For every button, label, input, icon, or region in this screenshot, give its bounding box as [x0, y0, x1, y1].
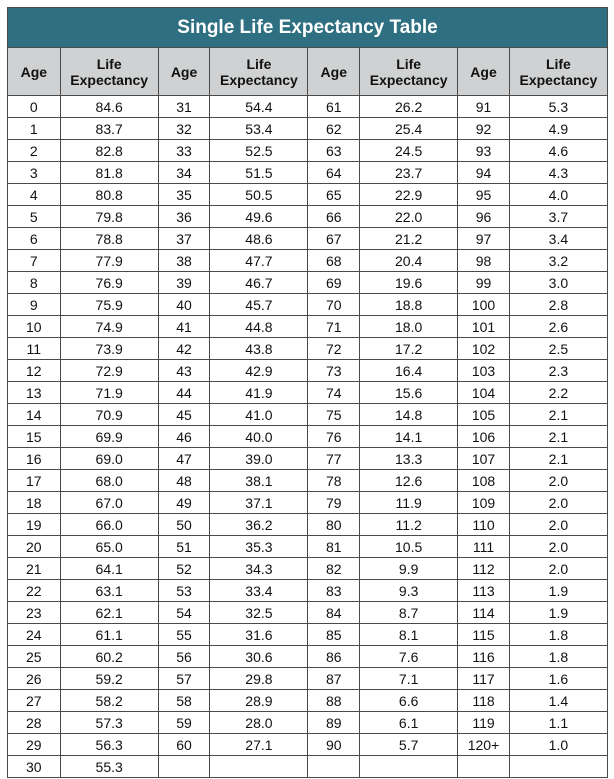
age-cell: 74	[308, 382, 360, 404]
age-cell: 102	[458, 338, 510, 360]
age-cell: 96	[458, 206, 510, 228]
age-cell: 18	[8, 492, 61, 514]
age-cell: 40	[158, 294, 210, 316]
life-expectancy-cell: 26.2	[360, 96, 458, 118]
age-cell: 103	[458, 360, 510, 382]
age-cell: 42	[158, 338, 210, 360]
table-row	[8, 712, 608, 734]
life-expectancy-cell: 1.9	[509, 580, 607, 602]
age-cell: 90	[308, 734, 360, 756]
life-expectancy-cell: 79.8	[60, 206, 158, 228]
life-expectancy-cell: 22.0	[360, 206, 458, 228]
life-expectancy-cell: 38.1	[210, 470, 308, 492]
life-expectancy-cell: 63.1	[60, 580, 158, 602]
life-expectancy-cell: 5.7	[360, 734, 458, 756]
header-age: Age	[308, 48, 360, 96]
age-cell: 113	[458, 580, 510, 602]
life-expectancy-cell: 10.5	[360, 536, 458, 558]
life-expectancy-cell: 52.5	[210, 140, 308, 162]
life-expectancy-cell: 11.9	[360, 492, 458, 514]
life-expectancy-cell: 36.2	[210, 514, 308, 536]
life-expectancy-cell: 56.3	[60, 734, 158, 756]
life-expectancy-cell: 21.2	[360, 228, 458, 250]
age-cell: 7	[8, 250, 61, 272]
age-cell: 53	[158, 580, 210, 602]
age-cell: 45	[158, 404, 210, 426]
table-row	[8, 448, 608, 470]
life-expectancy-cell: 69.9	[60, 426, 158, 448]
table-row	[8, 668, 608, 690]
table-row	[8, 184, 608, 206]
age-cell: 44	[158, 382, 210, 404]
life-expectancy-cell: 50.5	[210, 184, 308, 206]
life-expectancy-cell: 3.0	[509, 272, 607, 294]
life-expectancy-cell: 29.8	[210, 668, 308, 690]
age-cell: 107	[458, 448, 510, 470]
life-expectancy-cell: 41.0	[210, 404, 308, 426]
age-cell: 34	[158, 162, 210, 184]
life-expectancy-table-container	[7, 7, 608, 778]
age-cell: 86	[308, 646, 360, 668]
life-expectancy-cell: 74.9	[60, 316, 158, 338]
age-cell: 30	[8, 756, 61, 778]
life-expectancy-cell: 2.0	[509, 558, 607, 580]
life-expectancy-cell: 80.8	[60, 184, 158, 206]
age-cell: 52	[158, 558, 210, 580]
age-cell: 4	[8, 184, 61, 206]
life-expectancy-cell: 49.6	[210, 206, 308, 228]
age-cell: 21	[8, 558, 61, 580]
life-expectancy-cell: 5.3	[509, 96, 607, 118]
age-cell: 77	[308, 448, 360, 470]
life-expectancy-cell: 19.6	[360, 272, 458, 294]
age-cell: 99	[458, 272, 510, 294]
life-expectancy-cell: 57.3	[60, 712, 158, 734]
age-cell: 79	[308, 492, 360, 514]
age-cell: 51	[158, 536, 210, 558]
life-expectancy-cell: 61.1	[60, 624, 158, 646]
age-cell: 17	[8, 470, 61, 492]
age-cell: 114	[458, 602, 510, 624]
life-expectancy-cell: 58.2	[60, 690, 158, 712]
header-row	[8, 48, 608, 96]
life-expectancy-cell: 1.1	[509, 712, 607, 734]
life-expectancy-cell: 4.9	[509, 118, 607, 140]
age-cell: 120+	[458, 734, 510, 756]
life-expectancy-cell: 25.4	[360, 118, 458, 140]
age-cell: 109	[458, 492, 510, 514]
life-expectancy-cell: 2.1	[509, 404, 607, 426]
life-expectancy-cell: 11.2	[360, 514, 458, 536]
life-expectancy-cell: 8.7	[360, 602, 458, 624]
header-life-expectancy: Life Expectancy	[509, 48, 607, 96]
age-cell: 105	[458, 404, 510, 426]
life-expectancy-cell: 17.2	[360, 338, 458, 360]
life-expectancy-cell: 66.0	[60, 514, 158, 536]
life-expectancy-cell: 73.9	[60, 338, 158, 360]
age-cell: 0	[8, 96, 61, 118]
age-cell: 64	[308, 162, 360, 184]
age-cell: 43	[158, 360, 210, 382]
life-expectancy-cell	[509, 756, 607, 778]
age-cell: 22	[8, 580, 61, 602]
age-cell: 82	[308, 558, 360, 580]
age-cell	[458, 756, 510, 778]
age-cell: 117	[458, 668, 510, 690]
life-expectancy-cell: 84.6	[60, 96, 158, 118]
life-expectancy-cell: 59.2	[60, 668, 158, 690]
header-age: Age	[8, 48, 61, 96]
age-cell: 14	[8, 404, 61, 426]
table-row	[8, 228, 608, 250]
life-expectancy-cell: 16.4	[360, 360, 458, 382]
age-cell: 81	[308, 536, 360, 558]
table-row	[8, 294, 608, 316]
life-expectancy-cell: 9.3	[360, 580, 458, 602]
age-cell: 10	[8, 316, 61, 338]
age-cell: 76	[308, 426, 360, 448]
age-cell: 83	[308, 580, 360, 602]
life-expectancy-cell: 14.1	[360, 426, 458, 448]
life-expectancy-cell: 4.6	[509, 140, 607, 162]
life-expectancy-cell: 37.1	[210, 492, 308, 514]
age-cell: 101	[458, 316, 510, 338]
age-cell: 54	[158, 602, 210, 624]
age-cell: 31	[158, 96, 210, 118]
header-age: Age	[458, 48, 510, 96]
age-cell: 3	[8, 162, 61, 184]
life-expectancy-cell: 2.0	[509, 536, 607, 558]
table-row	[8, 646, 608, 668]
table-row	[8, 382, 608, 404]
age-cell: 41	[158, 316, 210, 338]
life-expectancy-cell: 3.4	[509, 228, 607, 250]
table-row	[8, 602, 608, 624]
life-expectancy-cell	[210, 756, 308, 778]
age-cell: 100	[458, 294, 510, 316]
age-cell: 62	[308, 118, 360, 140]
table-row	[8, 558, 608, 580]
life-expectancy-cell: 15.6	[360, 382, 458, 404]
table-row	[8, 492, 608, 514]
table-row	[8, 404, 608, 426]
age-cell: 48	[158, 470, 210, 492]
age-cell: 88	[308, 690, 360, 712]
age-cell: 104	[458, 382, 510, 404]
life-expectancy-cell: 51.5	[210, 162, 308, 184]
table-row	[8, 316, 608, 338]
age-cell	[308, 756, 360, 778]
life-expectancy-cell: 2.1	[509, 448, 607, 470]
age-cell: 39	[158, 272, 210, 294]
age-cell: 72	[308, 338, 360, 360]
age-cell: 92	[458, 118, 510, 140]
life-expectancy-cell: 1.0	[509, 734, 607, 756]
age-cell: 93	[458, 140, 510, 162]
life-expectancy-cell: 6.6	[360, 690, 458, 712]
table-row	[8, 360, 608, 382]
age-cell: 112	[458, 558, 510, 580]
life-expectancy-cell: 1.6	[509, 668, 607, 690]
header-life-expectancy: Life Expectancy	[60, 48, 158, 96]
table-row	[8, 756, 608, 778]
age-cell: 36	[158, 206, 210, 228]
life-expectancy-cell: 81.8	[60, 162, 158, 184]
age-cell: 50	[158, 514, 210, 536]
life-expectancy-cell: 4.3	[509, 162, 607, 184]
life-expectancy-cell: 60.2	[60, 646, 158, 668]
age-cell: 70	[308, 294, 360, 316]
age-cell: 19	[8, 514, 61, 536]
life-expectancy-cell: 64.1	[60, 558, 158, 580]
age-cell: 61	[308, 96, 360, 118]
life-expectancy-cell: 2.2	[509, 382, 607, 404]
life-expectancy-cell: 1.8	[509, 624, 607, 646]
life-expectancy-cell: 68.0	[60, 470, 158, 492]
life-expectancy-cell: 76.9	[60, 272, 158, 294]
life-expectancy-cell: 45.7	[210, 294, 308, 316]
age-cell: 12	[8, 360, 61, 382]
life-expectancy-cell: 7.1	[360, 668, 458, 690]
age-cell: 75	[308, 404, 360, 426]
age-cell: 97	[458, 228, 510, 250]
table-row	[8, 624, 608, 646]
life-expectancy-cell: 2.0	[509, 492, 607, 514]
table-row	[8, 96, 608, 118]
life-expectancy-cell: 41.9	[210, 382, 308, 404]
life-expectancy-cell: 78.8	[60, 228, 158, 250]
age-cell: 2	[8, 140, 61, 162]
life-expectancy-cell: 70.9	[60, 404, 158, 426]
age-cell: 6	[8, 228, 61, 250]
life-expectancy-cell: 32.5	[210, 602, 308, 624]
life-expectancy-cell: 28.0	[210, 712, 308, 734]
age-cell: 116	[458, 646, 510, 668]
table-row	[8, 580, 608, 602]
age-cell: 69	[308, 272, 360, 294]
life-expectancy-cell: 35.3	[210, 536, 308, 558]
life-expectancy-cell: 67.0	[60, 492, 158, 514]
age-cell: 35	[158, 184, 210, 206]
age-cell: 80	[308, 514, 360, 536]
header-life-expectancy: Life Expectancy	[210, 48, 308, 96]
life-expectancy-cell: 13.3	[360, 448, 458, 470]
life-expectancy-cell: 54.4	[210, 96, 308, 118]
life-expectancy-cell: 3.7	[509, 206, 607, 228]
age-cell: 63	[308, 140, 360, 162]
age-cell: 8	[8, 272, 61, 294]
life-expectancy-cell: 14.8	[360, 404, 458, 426]
age-cell: 65	[308, 184, 360, 206]
age-cell: 78	[308, 470, 360, 492]
life-expectancy-cell: 53.4	[210, 118, 308, 140]
age-cell: 58	[158, 690, 210, 712]
age-cell: 49	[158, 492, 210, 514]
life-expectancy-cell: 75.9	[60, 294, 158, 316]
life-expectancy-cell: 46.7	[210, 272, 308, 294]
life-expectancy-cell: 2.0	[509, 470, 607, 492]
life-expectancy-table	[7, 47, 608, 778]
age-cell: 108	[458, 470, 510, 492]
age-cell: 23	[8, 602, 61, 624]
age-cell	[158, 756, 210, 778]
table-row	[8, 162, 608, 184]
life-expectancy-cell: 65.0	[60, 536, 158, 558]
table-row	[8, 338, 608, 360]
life-expectancy-cell: 2.3	[509, 360, 607, 382]
life-expectancy-cell: 7.6	[360, 646, 458, 668]
age-cell: 27	[8, 690, 61, 712]
life-expectancy-cell: 2.0	[509, 514, 607, 536]
life-expectancy-cell: 2.1	[509, 426, 607, 448]
age-cell: 68	[308, 250, 360, 272]
life-expectancy-cell: 77.9	[60, 250, 158, 272]
age-cell: 55	[158, 624, 210, 646]
life-expectancy-cell: 40.0	[210, 426, 308, 448]
age-cell: 16	[8, 448, 61, 470]
age-cell: 110	[458, 514, 510, 536]
life-expectancy-cell: 3.2	[509, 250, 607, 272]
life-expectancy-cell: 69.0	[60, 448, 158, 470]
age-cell: 56	[158, 646, 210, 668]
table-row	[8, 206, 608, 228]
age-cell: 118	[458, 690, 510, 712]
age-cell: 20	[8, 536, 61, 558]
age-cell: 25	[8, 646, 61, 668]
life-expectancy-cell: 4.0	[509, 184, 607, 206]
table-row	[8, 140, 608, 162]
header-age: Age	[158, 48, 210, 96]
table-row	[8, 272, 608, 294]
table-row	[8, 536, 608, 558]
life-expectancy-cell	[360, 756, 458, 778]
life-expectancy-cell: 2.6	[509, 316, 607, 338]
age-cell: 28	[8, 712, 61, 734]
age-cell: 115	[458, 624, 510, 646]
life-expectancy-cell: 9.9	[360, 558, 458, 580]
life-expectancy-cell: 72.9	[60, 360, 158, 382]
life-expectancy-cell: 47.7	[210, 250, 308, 272]
age-cell: 46	[158, 426, 210, 448]
life-expectancy-cell: 22.9	[360, 184, 458, 206]
age-cell: 37	[158, 228, 210, 250]
life-expectancy-cell: 1.9	[509, 602, 607, 624]
life-expectancy-cell: 83.7	[60, 118, 158, 140]
life-expectancy-cell: 27.1	[210, 734, 308, 756]
age-cell: 33	[158, 140, 210, 162]
life-expectancy-cell: 12.6	[360, 470, 458, 492]
age-cell: 13	[8, 382, 61, 404]
age-cell: 11	[8, 338, 61, 360]
life-expectancy-cell: 2.8	[509, 294, 607, 316]
life-expectancy-cell: 28.9	[210, 690, 308, 712]
table-row	[8, 734, 608, 756]
age-cell: 9	[8, 294, 61, 316]
age-cell: 38	[158, 250, 210, 272]
age-cell: 59	[158, 712, 210, 734]
age-cell: 47	[158, 448, 210, 470]
life-expectancy-cell: 55.3	[60, 756, 158, 778]
age-cell: 85	[308, 624, 360, 646]
life-expectancy-cell: 20.4	[360, 250, 458, 272]
age-cell: 106	[458, 426, 510, 448]
life-expectancy-cell: 43.8	[210, 338, 308, 360]
life-expectancy-cell: 42.9	[210, 360, 308, 382]
age-cell: 73	[308, 360, 360, 382]
life-expectancy-cell: 18.0	[360, 316, 458, 338]
table-title: Single Life Expectancy Table	[7, 7, 608, 47]
life-expectancy-cell: 82.8	[60, 140, 158, 162]
age-cell: 87	[308, 668, 360, 690]
age-cell: 24	[8, 624, 61, 646]
life-expectancy-cell: 6.1	[360, 712, 458, 734]
age-cell: 98	[458, 250, 510, 272]
life-expectancy-cell: 1.4	[509, 690, 607, 712]
table-row	[8, 470, 608, 492]
life-expectancy-cell: 18.8	[360, 294, 458, 316]
life-expectancy-cell: 31.6	[210, 624, 308, 646]
age-cell: 89	[308, 712, 360, 734]
table-body	[8, 96, 608, 778]
age-cell: 32	[158, 118, 210, 140]
life-expectancy-cell: 23.7	[360, 162, 458, 184]
life-expectancy-cell: 8.1	[360, 624, 458, 646]
age-cell: 111	[458, 536, 510, 558]
table-row	[8, 514, 608, 536]
age-cell: 119	[458, 712, 510, 734]
life-expectancy-cell: 71.9	[60, 382, 158, 404]
life-expectancy-cell: 44.8	[210, 316, 308, 338]
age-cell: 94	[458, 162, 510, 184]
header-life-expectancy: Life Expectancy	[360, 48, 458, 96]
age-cell: 67	[308, 228, 360, 250]
age-cell: 29	[8, 734, 61, 756]
life-expectancy-cell: 62.1	[60, 602, 158, 624]
age-cell: 95	[458, 184, 510, 206]
life-expectancy-cell: 1.8	[509, 646, 607, 668]
life-expectancy-cell: 48.6	[210, 228, 308, 250]
table-row	[8, 250, 608, 272]
table-row	[8, 690, 608, 712]
age-cell: 57	[158, 668, 210, 690]
life-expectancy-cell: 24.5	[360, 140, 458, 162]
age-cell: 84	[308, 602, 360, 624]
age-cell: 60	[158, 734, 210, 756]
age-cell: 15	[8, 426, 61, 448]
life-expectancy-cell: 33.4	[210, 580, 308, 602]
life-expectancy-cell: 39.0	[210, 448, 308, 470]
age-cell: 71	[308, 316, 360, 338]
life-expectancy-cell: 2.5	[509, 338, 607, 360]
table-row	[8, 426, 608, 448]
age-cell: 91	[458, 96, 510, 118]
life-expectancy-cell: 34.3	[210, 558, 308, 580]
age-cell: 5	[8, 206, 61, 228]
age-cell: 26	[8, 668, 61, 690]
age-cell: 66	[308, 206, 360, 228]
age-cell: 1	[8, 118, 61, 140]
table-row	[8, 118, 608, 140]
life-expectancy-cell: 30.6	[210, 646, 308, 668]
